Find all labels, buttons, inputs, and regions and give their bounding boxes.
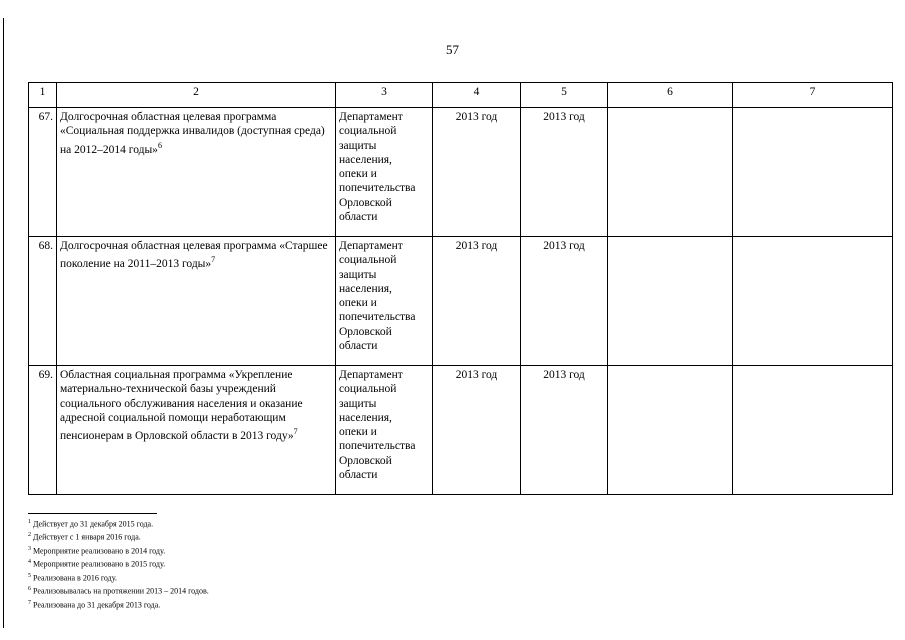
col-header-7: 7: [733, 83, 893, 108]
executor-line: защиты: [339, 397, 377, 410]
row-number-text: 69.: [38, 369, 53, 381]
col-header-2: 2: [57, 83, 336, 108]
executor-cell: [336, 366, 433, 495]
year-text-col4: 2013 год: [455, 111, 498, 123]
executor-line: социальной: [339, 383, 397, 396]
footnote-text: Мероприятие реализовано в 2014 году.: [33, 546, 166, 556]
footnote-text: Действует до 31 декабря 2015 года.: [33, 519, 154, 529]
table-header-row: [29, 83, 893, 108]
executor-line: Орловской: [339, 325, 392, 338]
footnote-item: [28, 584, 209, 597]
executor-line: опеки и: [339, 168, 377, 181]
col-header-3: 3: [336, 83, 433, 108]
executor-line: попечительства: [339, 311, 416, 324]
executor-line: попечительства: [339, 182, 416, 195]
footnote-text: Мероприятие реализовано в 2015 году.: [33, 560, 166, 570]
year-cell-col5: [521, 366, 608, 495]
row-number-cell: [29, 108, 57, 237]
footnote-separator: [28, 513, 157, 514]
footnote-reference: 6: [157, 140, 162, 150]
empty-cell-col7: [733, 108, 893, 237]
empty-cell-col6: [608, 108, 733, 237]
footnote-mark: 6: [28, 586, 31, 593]
year-text-col5: 2013 год: [543, 111, 585, 123]
year-cell-col4: [433, 108, 521, 237]
executor-cell: [336, 108, 433, 237]
empty-cell-col6: [608, 366, 733, 495]
executor-line: населения,: [339, 411, 392, 424]
empty-cell-col7: [733, 237, 893, 366]
program-name-cell: [57, 108, 336, 237]
program-name-cell: [57, 366, 336, 495]
executor-line: Орловской: [339, 454, 392, 467]
executor-line: Департамент: [339, 111, 403, 123]
footnote-mark: 7: [28, 599, 31, 606]
col-header-5: 5: [521, 83, 608, 108]
executor-line: опеки и: [339, 426, 377, 439]
executor-line: социальной: [339, 254, 397, 267]
year-cell-col4: [433, 237, 521, 366]
executor-line: Департамент: [339, 240, 403, 252]
empty-cell-col6: [608, 237, 733, 366]
executor-line: защиты: [339, 139, 377, 152]
executor-line: защиты: [339, 268, 377, 281]
executor-line: населения,: [339, 153, 392, 166]
footnote-text: Действует с 1 января 2016 года.: [33, 533, 141, 543]
footnote-mark: 2: [28, 532, 31, 539]
col-header-4: 4: [433, 83, 521, 108]
executor-line: опеки и: [339, 297, 377, 310]
footnote-item: [28, 557, 209, 570]
col-header-1: 1: [29, 83, 57, 108]
executor-line: области: [339, 340, 378, 353]
footnote-item: [28, 571, 209, 584]
executor-line: области: [339, 469, 378, 482]
program-name-text: Долгосрочная областная целевая программа «Старшее поколение на 2011–2013 годы»: [60, 240, 328, 271]
footnote-mark: 5: [28, 572, 31, 579]
year-cell-col5: [521, 108, 608, 237]
col-header-6: 6: [608, 83, 733, 108]
executor-line: социальной: [339, 125, 397, 138]
year-text-col5: 2013 год: [543, 369, 585, 381]
table-row: [29, 237, 893, 366]
executor-line: попечительства: [339, 440, 416, 453]
year-text-col5: 2013 год: [543, 240, 585, 252]
executor-cell: [336, 237, 433, 366]
program-name-text: Областная социальная программа «Укрепление материально-технической базы учреждений социального обслуживания населения и оказание адресной социальной помощи неработающим пенсионерам в Орловской области в 2013 году»: [60, 369, 303, 443]
footnote-item: [28, 544, 209, 557]
executor-line: области: [339, 211, 378, 224]
footnote-reference: 7: [293, 427, 298, 437]
row-number-text: 67.: [38, 111, 53, 123]
footnote-text: Реализована до 31 декабря 2013 года.: [33, 600, 161, 610]
footnote-item: [28, 598, 209, 611]
row-number-cell: [29, 237, 57, 366]
executor-line: Департамент: [339, 369, 403, 381]
page-left-border: [3, 18, 4, 628]
footnote-mark: 3: [28, 545, 31, 552]
footnote-mark: 4: [28, 559, 31, 566]
footnote-mark: 1: [28, 519, 31, 525]
footnote-text: Реализовывалась на протяжении 2013 – 2014 годов.: [33, 586, 209, 596]
table-row: [29, 366, 893, 495]
executor-line: населения,: [339, 282, 392, 295]
year-cell-col4: [433, 366, 521, 495]
row-number-text: 68.: [38, 240, 53, 252]
footnote-item: [28, 530, 209, 543]
row-number-cell: [29, 366, 57, 495]
executor-line: Орловской: [339, 196, 392, 209]
table-row: [29, 108, 893, 237]
program-table: [28, 82, 893, 495]
footnotes: [28, 517, 209, 611]
footnote-item: [28, 517, 209, 530]
program-name-text: Долгосрочная областная целевая программа «Социальная поддержка инвалидов (доступная среда) на 2012–2014 годы»: [60, 111, 325, 156]
page-number: 57: [446, 42, 459, 57]
program-name-cell: [57, 237, 336, 366]
empty-cell-col7: [733, 366, 893, 495]
year-cell-col5: [521, 237, 608, 366]
footnote-reference: 7: [211, 255, 216, 265]
footnote-text: Реализована в 2016 году.: [33, 573, 117, 583]
year-text-col4: 2013 год: [455, 369, 498, 381]
year-text-col4: 2013 год: [455, 240, 498, 252]
